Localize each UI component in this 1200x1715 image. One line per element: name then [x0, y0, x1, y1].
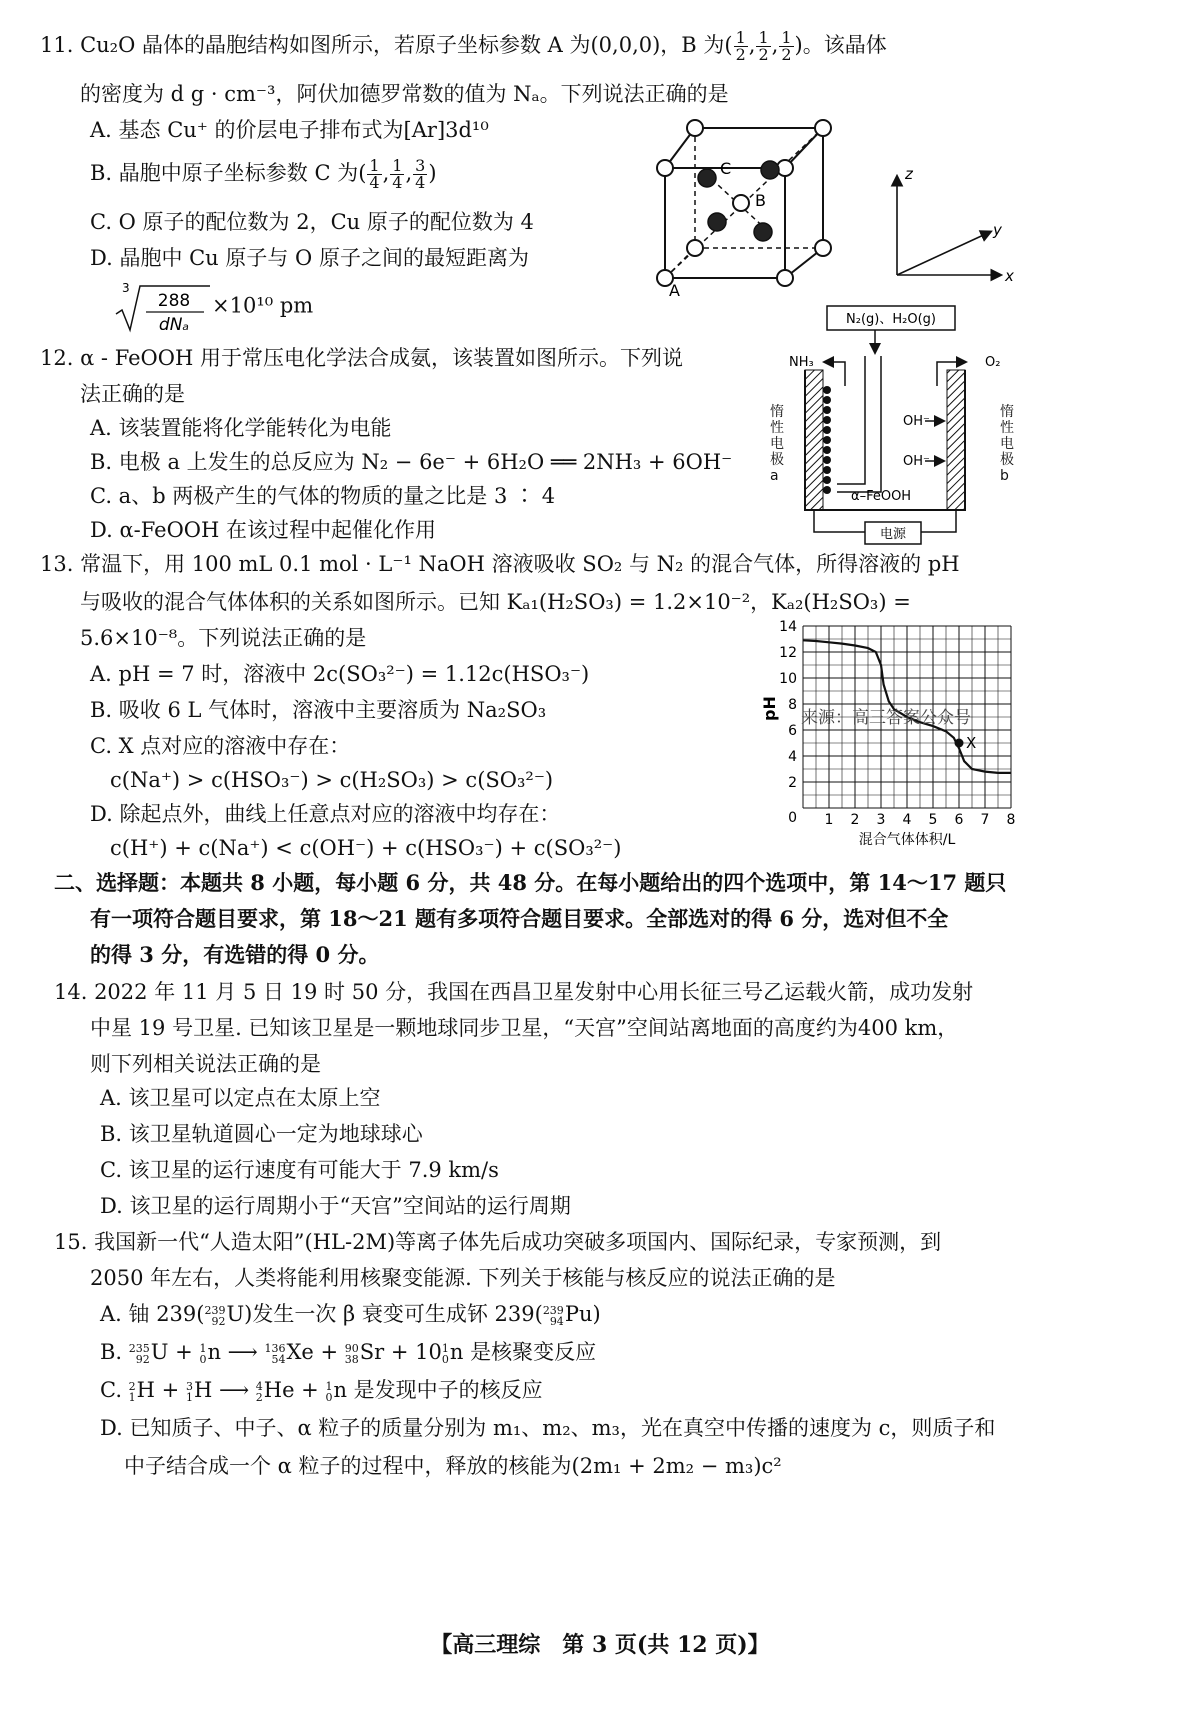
q14-stem-line3: 则下列相关说法正确的是 — [90, 1052, 321, 1076]
q13-option-d-relation: c(H⁺) + c(Na⁺) < c(OH⁻) + c(HSO₃⁻) + c(SO₃²⁻) — [110, 836, 622, 860]
catalyst-label: α–FeOOH — [851, 489, 912, 504]
root-numerator: 288 — [157, 291, 191, 311]
q15-stem-line1: 15. 我国新一代“人造太阳”(HL-2M)等离子体先后成功突破多项国内、国际纪录，专家预测，到 — [54, 1230, 942, 1254]
inlet-gas-label: N₂(g)、H₂O(g) — [846, 312, 936, 327]
q12-option-d: D. α-FeOOH 在该过程中起催化作用 — [90, 518, 436, 542]
x-tick-label: 7 — [980, 812, 990, 828]
y-tick-label: 4 — [788, 749, 797, 765]
q12-stem-line1: 12. α - FeOOH 用于常压电化学法合成氨，该装置如图所示。下列说 — [40, 346, 683, 370]
origin-label: 0 — [788, 810, 797, 826]
y-tick-label: 12 — [779, 645, 797, 661]
section2-instructions-line3: 的得 3 分，有选错的得 0 分。 — [90, 942, 380, 967]
axis-y: y — [993, 221, 1002, 239]
q13-option-a: A. pH = 7 时，溶液中 2c(SO₃²⁻) = 1.12c(HSO₃⁻) — [90, 662, 590, 686]
left-electrode-label: 惰性电极a — [770, 404, 784, 484]
x-tick-label: 2 — [850, 812, 860, 828]
axis-z: z — [905, 165, 913, 183]
q11-option-a: A. 基态 Cu⁺ 的价层电子排布式为[Ar]3d¹⁰ — [90, 118, 489, 142]
watermark: 来源：高三答案公众号 — [801, 708, 971, 728]
power-label: 电源 — [879, 527, 907, 542]
x-tick-label: 4 — [902, 812, 912, 828]
q13-option-c-relation: c(Na⁺) > c(HSO₃⁻) > c(H₂SO₃) > c(SO₃²⁻) — [110, 768, 554, 792]
q11-option-d: D. 晶胞中 Cu 原子与 O 原子之间的最短距离为 — [90, 246, 529, 270]
x-tick-label: 8 — [1006, 812, 1016, 828]
q12-stem-line2: 法正确的是 — [80, 382, 185, 406]
y-tick-label: 2 — [788, 775, 797, 791]
y-tick-label: 6 — [788, 723, 797, 739]
q14-option-a: A. 该卫星可以定点在太原上空 — [100, 1086, 381, 1110]
q13-option-b: B. 吸收 6 L 气体时，溶液中主要溶质为 Na₂SO₃ — [90, 698, 547, 722]
q13-stem-line2: 与吸收的混合气体体积的关系如图所示。已知 Kₐ₁(H₂SO₃) = 1.2×10⁻²，Kₐ₂(H₂SO₃) = — [80, 590, 911, 614]
q15-option-b: B. 235 92 U + 1 0 n ⟶ 136 54 Xe + 90 38 Sr + 10 1 0 n 是核聚变反应 — [100, 1340, 597, 1366]
y-tick-label: 8 — [788, 697, 797, 713]
q14-stem-line2: 中星 19 号卫星. 已知该卫星是一颗地球同步卫星，“天宫”空间站离地面的高度约为400 km， — [90, 1016, 959, 1040]
right-electrode-label: 惰性电极b — [1000, 404, 1014, 484]
q13-option-d: D. 除起点外，曲线上任意点对应的溶液中均存在： — [90, 802, 561, 826]
oh-label-2: OH⁻ — [903, 454, 930, 469]
y-axis-label: pH — [760, 696, 779, 721]
atom-label-a: A — [669, 281, 680, 298]
x-tick-label: 6 — [954, 812, 964, 828]
cube-root-formula — [112, 280, 212, 334]
q15-option-c: C. 2 1 H + 3 1 H ⟶ 4 2 He + 1 0 n 是发现中子的核反应 — [100, 1378, 543, 1404]
q11-stem-line1: 11. Cu₂O 晶体的晶胞结构如图所示，若原子坐标参数 A 为(0,0,0)，B 为( $\frac{1}{2}$ , $\frac{1}{2}$ , $\frac{1}{2}$ )。该晶体 — [40, 28, 887, 64]
x-tick-label: 3 — [876, 812, 886, 828]
q14-option-d: D. 该卫星的运行周期小于“天宫”空间站的运行周期 — [100, 1194, 571, 1218]
q12-option-a: A. 该装置能将化学能转化为电能 — [90, 416, 392, 440]
q13-option-c: C. X 点对应的溶液中存在： — [90, 734, 351, 758]
section2-instructions-line1: 二、选择题：本题共 8 小题，每小题 6 分，共 48 分。在每小题给出的四个选项中，第 14～17 题只 — [54, 870, 1007, 895]
atom-label-c: C — [720, 159, 732, 178]
x-tick-label: 1 — [824, 812, 834, 828]
q11-option-d-formula: 3 288 dNₐ ×10¹⁰ pm — [112, 280, 313, 334]
nh3-label: NH₃ — [789, 355, 814, 370]
root-index: 3 — [122, 281, 130, 295]
y-tick-label: 14 — [779, 619, 797, 635]
point-x — [955, 739, 964, 748]
axis-x: x — [1005, 267, 1014, 285]
o2-label: O₂ — [985, 355, 1001, 370]
oh-label-1: OH⁻ — [903, 414, 930, 429]
page-footer: 【高三理综 第 3 页(共 12 页)】 — [430, 1632, 770, 1658]
q11-option-b: B. 晶胞中原子坐标参数 C 为( $\frac{1}{4}$ , $\frac{1}{4}$ , $\frac{3}{4}$ ) — [90, 156, 437, 192]
atom-label-b: B — [755, 191, 766, 210]
q14-stem-line1: 14. 2022 年 11 月 5 日 19 时 50 分，我国在西昌卫星发射中心用长征三号乙运载火箭，成功发射 — [54, 980, 974, 1004]
xyz-axes — [885, 165, 1020, 285]
electrolysis-figure — [765, 300, 1025, 548]
y-tick-label: 10 — [779, 671, 797, 687]
q13-stem-line1: 13. 常温下，用 100 mL 0.1 mol · L⁻¹ NaOH 溶液吸收 SO₂ 与 N₂ 的混合气体，所得溶液的 pH — [40, 552, 960, 576]
q15-option-d-line1: D. 已知质子、中子、α 粒子的质量分别为 m₁、m₂、m₃，光在真空中传播的速度为 c，则质子和 — [100, 1416, 996, 1440]
q12-option-b: B. 电极 a 上发生的总反应为 N₂ − 6e⁻ + 6H₂O ══ 2NH₃ + 6OH⁻ — [90, 450, 733, 474]
crystal-cell-figure — [645, 108, 835, 298]
ph-chart — [755, 612, 1030, 860]
x-tick-label: 5 — [928, 812, 938, 828]
root-denominator: dNₐ — [158, 315, 190, 334]
section2-instructions-line2: 有一项符合题目要求，第 18～21 题有多项符合题目要求。全部选对的得 6 分，选对但不全 — [90, 906, 949, 931]
q14-option-c: C. 该卫星的运行速度有可能大于 7.9 km/s — [100, 1158, 499, 1182]
point-x-label: X — [966, 734, 977, 752]
q14-option-b: B. 该卫星轨道圆心一定为地球球心 — [100, 1122, 423, 1146]
q11-option-c: C. O 原子的配位数为 2，Cu 原子的配位数为 4 — [90, 210, 534, 234]
q13-stem-line3: 5.6×10⁻⁸。下列说法正确的是 — [80, 626, 367, 650]
q11-stem-line2: 的密度为 d g · cm⁻³，阿伏加德罗常数的值为 Nₐ。下列说法正确的是 — [80, 82, 729, 106]
q15-option-d-line2: 中子结合成一个 α 粒子的过程中，释放的核能为(2m₁ + 2m₂ − m₃)c² — [124, 1454, 782, 1478]
q15-stem-line2: 2050 年左右，人类将能利用核聚变能源. 下列关于核能与核反应的说法正确的是 — [90, 1266, 836, 1290]
q15-option-a: A. 铀 239( 239 92 U)发生一次 β 衰变可生成钚 239( 239 94 Pu) — [100, 1302, 601, 1328]
x-axis-label: 混合气体体积/L — [858, 832, 956, 848]
q12-option-c: C. a、b 两极产生的气体的物质的量之比是 3 ∶ 4 — [90, 484, 556, 508]
